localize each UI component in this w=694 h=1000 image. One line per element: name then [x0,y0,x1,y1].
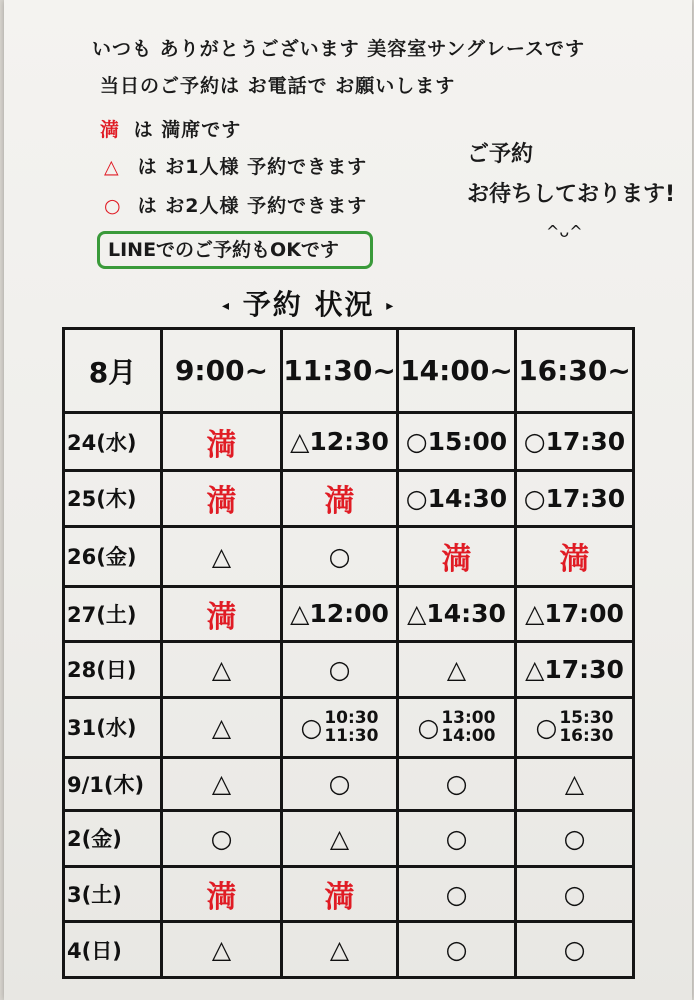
slot-cell: 満 [398,526,516,586]
table-row [64,697,634,757]
reservation-table [62,327,635,979]
slot-cell: ○ [398,922,516,978]
slot-cell: ○15:00 [398,413,516,471]
slot-cell: 満 [162,471,282,527]
slot-cell: △ [282,811,398,867]
row-date: 3(土) [64,866,162,922]
title-deco-right: ▸ [386,298,396,314]
slot-cell: △12:00 [282,586,398,642]
slot-times: 15:30 16:30 [559,708,614,747]
slot-cell [398,697,516,757]
table-row [64,526,634,586]
row-date: 25(木) [64,471,162,527]
table-row [64,471,634,527]
row-date: 26(金) [64,526,162,586]
row-date: 4(日) [64,922,162,978]
slot-cell: 満 [516,526,634,586]
table-header-row [64,329,634,413]
slot-cell: ○ [398,757,516,811]
month-header: 8月 [64,329,162,413]
row-date: 9/1(木) [64,757,162,811]
table-row [64,413,634,471]
full-symbol: 満 [100,119,121,141]
slot-cell: △ [162,642,282,698]
reservation-table-body [64,329,634,978]
page-title [222,283,395,323]
slot-cell: ○ [398,866,516,922]
slot-cell: △ [162,526,282,586]
slot-cell: ○17:30 [516,471,634,527]
slot-cell: 満 [162,413,282,471]
paper-sheet [4,0,692,1000]
slot-cell: ○ [516,811,634,867]
slot-cell: ○ [516,866,634,922]
slot-cell [282,697,398,757]
slot-cell: △12:30 [282,413,398,471]
title-text: 予約 状況 [242,288,375,321]
slot-cell: △ [162,697,282,757]
legend-circle-text: は お2人様 予約できます [137,195,368,217]
slot-cell: ○ [282,757,398,811]
column-header: 9:00~ [162,329,282,413]
title-deco-left: ◂ [222,298,232,314]
slot-cell: △ [398,642,516,698]
legend-triangle-text: は お1人様 予約できます [137,156,368,178]
slot-cell: 満 [282,866,398,922]
availability-mark: ○ [300,712,323,742]
slot-cell: △17:30 [516,642,634,698]
line-ok-note: LINEでのご予約もOKです [97,231,373,269]
table-row [64,811,634,867]
column-header: 14:00~ [398,329,516,413]
side-note-waiting: お待ちしております! [467,182,676,207]
slot-cell: ○ [516,922,634,978]
table-row [64,642,634,698]
smiley-face: ^ᴗ^ [546,222,583,241]
slot-cell: ○ [282,526,398,586]
table-row [64,757,634,811]
slot-cell: △17:00 [516,586,634,642]
slot-cell: △ [162,757,282,811]
row-date: 27(土) [64,586,162,642]
row-date: 31(水) [64,697,162,757]
legend-triangle [104,152,367,179]
row-date: 2(金) [64,811,162,867]
slot-cell: △ [516,757,634,811]
availability-mark: ○ [535,712,558,742]
slot-cell: ○ [162,811,282,867]
column-header: 11:30~ [282,329,398,413]
greeting-line: いつも ありがとうございます 美容室サングレースです [92,38,585,60]
circle-symbol: ○ [104,195,122,217]
slot-cell: ○17:30 [516,413,634,471]
slot-cell: ○14:30 [398,471,516,527]
slot-cell: △ [162,922,282,978]
triangle-symbol: △ [104,156,120,178]
side-note-reserve: ご予約 [467,142,534,167]
slot-cell: ○ [398,811,516,867]
slot-cell: △ [282,922,398,978]
table-row [64,586,634,642]
slot-cell: 満 [162,586,282,642]
column-header: 16:30~ [516,329,634,413]
table-row [64,866,634,922]
table-row [64,922,634,978]
slot-cell [516,697,634,757]
row-date: 28(日) [64,642,162,698]
availability-mark: ○ [417,712,440,742]
slot-cell: 満 [282,471,398,527]
slot-times: 10:30 11:30 [324,708,379,747]
phone-note-line: 当日のご予約は お電話で お願いします [100,75,456,97]
slot-cell: 満 [162,866,282,922]
legend-full-text: は 満席です [133,119,242,141]
row-date: 24(水) [64,413,162,471]
legend-full [100,115,241,142]
slot-cell: △14:30 [398,586,516,642]
slot-times: 13:00 14:00 [441,708,496,747]
slot-cell: ○ [282,642,398,698]
legend-circle [104,191,367,218]
